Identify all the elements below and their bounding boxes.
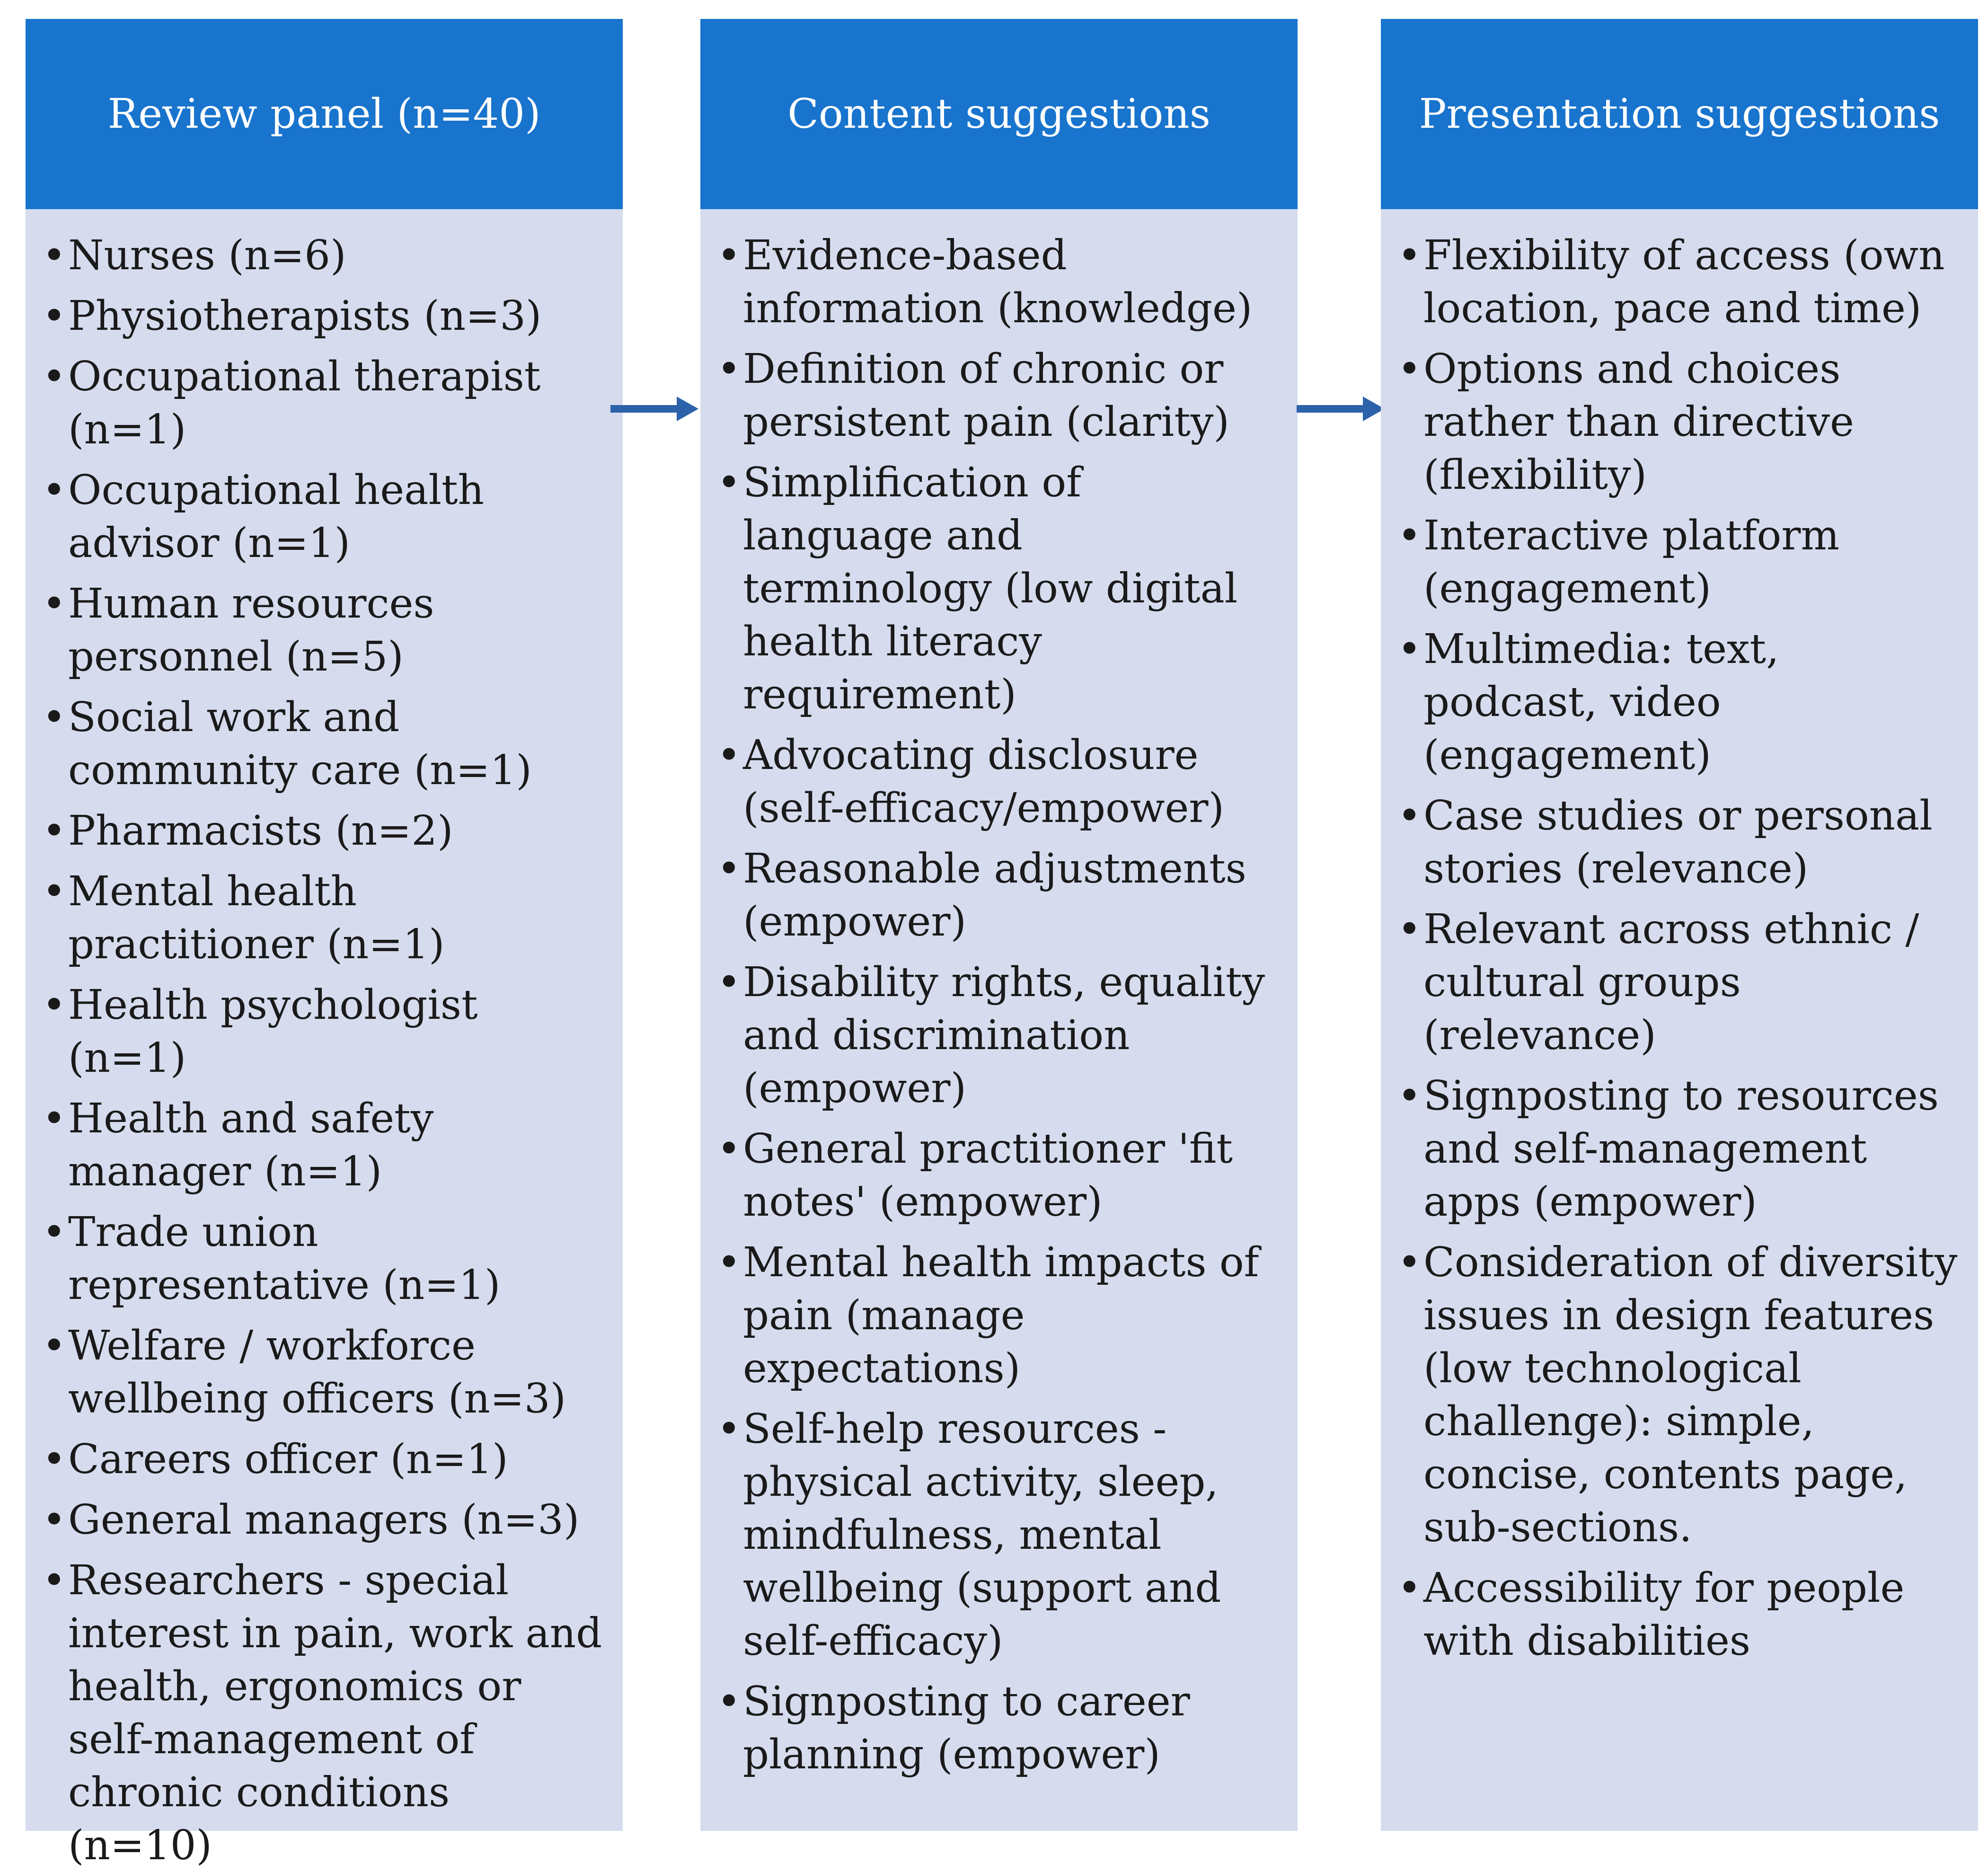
- column-title: Review panel (n=40): [107, 90, 541, 138]
- bullet-icon: •: [42, 1095, 66, 1142]
- list-item-text: Mental health impacts of pain (manage expectations): [743, 1239, 1259, 1392]
- list-item-text: General managers (n=3): [68, 1496, 580, 1544]
- list-item: [42, 464, 604, 570]
- list-item-text: Accessibility for people with disabilities: [1423, 1564, 1905, 1665]
- item-list: [42, 229, 604, 1872]
- list-item-text: Researchers - special interest in pain, work and health, ergonomics or self-management of chronic conditions (n=10): [68, 1557, 602, 1869]
- list-item: [1397, 623, 1959, 782]
- list-item: [1397, 1236, 1959, 1554]
- list-item: [717, 729, 1279, 835]
- bullet-icon: •: [717, 1125, 741, 1173]
- list-item: [42, 229, 604, 282]
- bullet-icon: •: [42, 981, 66, 1029]
- list-item: [717, 229, 1279, 335]
- list-item: [717, 343, 1279, 449]
- list-item-text: Advocating disclosure (self-efficacy/empower): [743, 732, 1225, 832]
- list-item-text: Physiotherapists (n=3): [68, 292, 542, 340]
- list-item: [42, 290, 604, 343]
- list-item: [1397, 789, 1959, 895]
- list-item: [1397, 229, 1959, 335]
- list-item: [42, 350, 604, 456]
- bullet-icon: •: [717, 1678, 741, 1725]
- list-item: [1397, 1069, 1959, 1228]
- bullet-icon: •: [1397, 792, 1422, 839]
- list-item-text: Nurses (n=6): [68, 232, 346, 279]
- list-item: [42, 865, 604, 971]
- list-item: [717, 842, 1279, 948]
- list-item-text: Occupational therapist (n=1): [68, 353, 541, 453]
- bullet-icon: •: [42, 292, 66, 340]
- list-item: [42, 1554, 604, 1872]
- bullet-icon: •: [1397, 906, 1422, 953]
- bullet-icon: •: [1397, 626, 1422, 673]
- bullet-icon: •: [42, 1496, 66, 1544]
- list-item: [42, 1206, 604, 1312]
- list-item: [42, 577, 604, 683]
- bullet-icon: •: [717, 1405, 741, 1453]
- list-item-text: Signposting to resources and self-management apps (empower): [1423, 1072, 1939, 1226]
- list-item-text: Interactive platform (engagement): [1423, 512, 1839, 612]
- list-item-text: Case studies or personal stories (relevance): [1423, 792, 1933, 892]
- list-item-text: Flexibility of access (own location, pace and time): [1423, 232, 1945, 332]
- list-item-text: Simplification of language and terminology (low digital health literacy requirement): [743, 459, 1238, 718]
- bullet-icon: •: [1397, 232, 1422, 279]
- list-item: [42, 979, 604, 1085]
- list-item-text: Signposting to career planning (empower): [743, 1678, 1190, 1778]
- list-item-text: Disability rights, equality and discrimination (empower): [743, 959, 1265, 1112]
- column-body: [1381, 209, 1978, 1831]
- list-item: [42, 691, 604, 797]
- list-item-text: Welfare / workforce wellbeing officers (n=3): [68, 1322, 566, 1422]
- bullet-icon: •: [42, 868, 66, 915]
- list-item: [42, 1433, 604, 1486]
- bullet-icon: •: [717, 845, 741, 892]
- list-item: [1397, 343, 1959, 502]
- arrow-right-icon: [610, 395, 700, 423]
- column-title: Presentation suggestions: [1419, 90, 1940, 138]
- column-body: [26, 209, 623, 1869]
- bullet-icon: •: [42, 467, 66, 514]
- column-body: [700, 209, 1298, 1831]
- list-item-text: General practitioner 'fit notes' (empower): [743, 1125, 1233, 1226]
- list-item-text: Relevant across ethnic / cultural groups (relevance): [1423, 906, 1919, 1059]
- list-item-text: Evidence-based information (knowledge): [743, 232, 1253, 332]
- list-item-text: Definition of chronic or persistent pain (clarity): [743, 345, 1229, 446]
- list-item: [1397, 903, 1959, 1062]
- list-item-text: Consideration of diversity issues in design features (low technological challenge): simple, concise, contents page, sub-sections.: [1423, 1239, 1958, 1551]
- bullet-icon: •: [42, 1436, 66, 1483]
- bullet-icon: •: [1397, 1239, 1422, 1286]
- list-item-text: Trade union representative (n=1): [68, 1209, 501, 1309]
- list-item: [717, 1403, 1279, 1668]
- list-item: [42, 1092, 604, 1198]
- list-item: [42, 1493, 604, 1546]
- bullet-icon: •: [42, 580, 66, 627]
- list-item: [717, 456, 1279, 721]
- list-item-text: Self-help resources - physical activity, sleep, mindfulness, mental wellbeing (support and self-efficacy): [743, 1405, 1221, 1665]
- list-item-text: Reasonable adjustments (empower): [743, 845, 1246, 945]
- bullet-icon: •: [717, 1239, 741, 1286]
- item-list: [1397, 229, 1959, 1668]
- bullet-icon: •: [42, 353, 66, 400]
- bullet-icon: •: [42, 694, 66, 741]
- column-header: [1381, 19, 1978, 209]
- column-header: [26, 19, 623, 209]
- list-item: [42, 804, 604, 857]
- item-list: [717, 229, 1279, 1781]
- list-item: [717, 956, 1279, 1115]
- bullet-icon: •: [1397, 512, 1422, 559]
- bullet-icon: •: [1397, 1564, 1422, 1612]
- list-item: [717, 1236, 1279, 1395]
- list-item-text: Health psychologist (n=1): [68, 981, 478, 1082]
- bullet-icon: •: [42, 232, 66, 279]
- bullet-icon: •: [42, 1209, 66, 1256]
- bullet-icon: •: [42, 1557, 66, 1604]
- bullet-icon: •: [717, 459, 741, 506]
- bullet-icon: •: [42, 807, 66, 855]
- bullet-icon: •: [1397, 345, 1422, 393]
- bullet-icon: •: [717, 232, 741, 279]
- list-item-text: Occupational health advisor (n=1): [68, 467, 484, 567]
- list-item: [42, 1319, 604, 1425]
- list-item-text: Multimedia: text, podcast, video (engagement): [1423, 626, 1779, 779]
- list-item-text: Options and choices rather than directive (flexibility): [1423, 345, 1854, 499]
- list-item: [717, 1122, 1279, 1228]
- bullet-icon: •: [717, 345, 741, 393]
- list-item-text: Social work and community care (n=1): [68, 694, 532, 794]
- column-header: [700, 19, 1298, 209]
- column-title: Content suggestions: [787, 90, 1210, 138]
- list-item-text: Human resources personnel (n=5): [68, 580, 434, 680]
- list-item: [1397, 1562, 1959, 1668]
- list-item-text: Health and safety manager (n=1): [68, 1095, 434, 1195]
- list-item-text: Careers officer (n=1): [68, 1436, 508, 1483]
- bullet-icon: •: [717, 732, 741, 779]
- list-item-text: Mental health practitioner (n=1): [68, 868, 445, 968]
- list-item: [717, 1675, 1279, 1781]
- bullet-icon: •: [42, 1322, 66, 1369]
- bullet-icon: •: [1397, 1072, 1422, 1120]
- list-item-text: Pharmacists (n=2): [68, 807, 453, 855]
- arrow-right-icon: [1297, 395, 1387, 423]
- list-item: [1397, 509, 1959, 615]
- bullet-icon: •: [717, 959, 741, 1006]
